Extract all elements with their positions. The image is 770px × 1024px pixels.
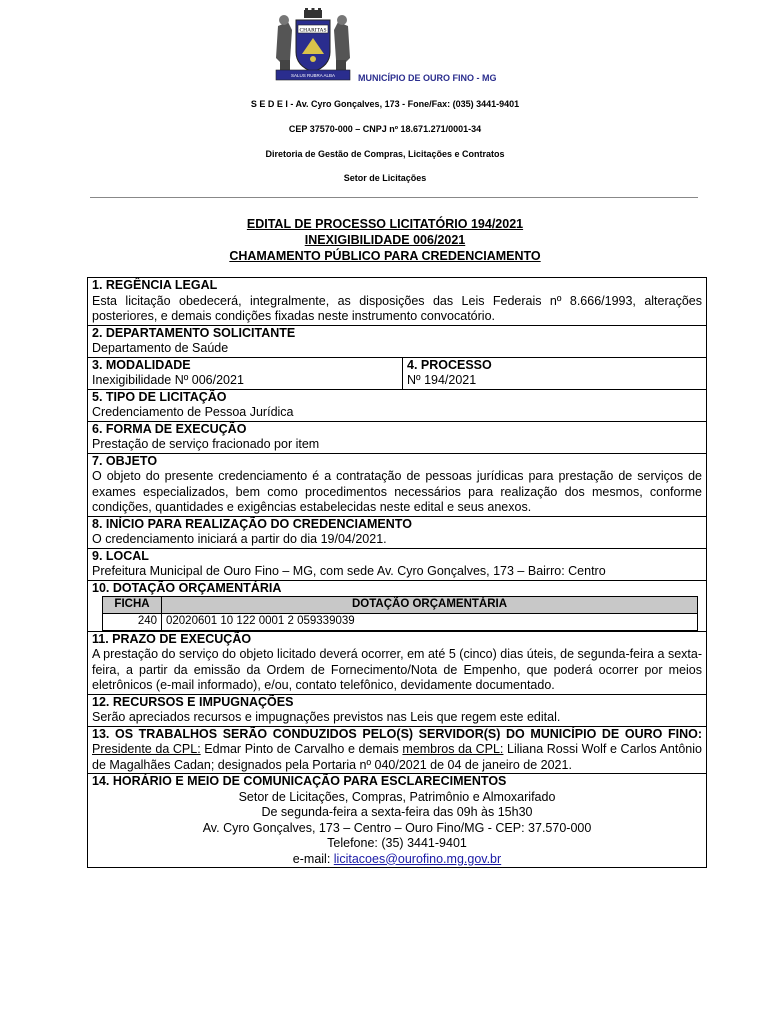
section-tipo-licitacao: [88, 390, 706, 422]
section-title: 11. PRAZO DE EXECUÇÃO: [92, 631, 252, 646]
section-text: Nº 194/2021: [407, 373, 477, 387]
section-title: 14. HORÁRIO E MEIO DE COMUNICAÇÃO PARA ESCLARECIMENTOS: [92, 774, 507, 788]
contact-address: Av. Cyro Gonçalves, 173 – Centro – Ouro Fino/MG - CEP: 37.570-000: [202, 820, 592, 835]
row-modalidade-processo: [88, 358, 706, 390]
section-text: Serão apreciados recursos e impugnações previstos nas Leis que regem este edital.: [92, 710, 561, 724]
section-text: Inexigibilidade Nº 006/2021: [92, 373, 244, 387]
email-link[interactable]: licitacoes@ourofino.mg.gov.br: [333, 851, 502, 866]
section-text: Esta licitação obedecerá, integralmente, as disposições das Leis Federais nº 8.666/1993, alterações posteriores, e demais condições fixadas neste instrumento convocatório.: [92, 293, 702, 323]
contact-sector: Setor de Licitações, Compras, Patrimônio e Almoxarifado: [238, 789, 556, 804]
cell-dotacao: 02020601 10 122 0001 2 059339039: [162, 614, 698, 631]
section-title: 6. FORMA DE EXECUÇÃO: [92, 421, 247, 436]
section-title: 5. TIPO DE LICITAÇÃO: [92, 389, 227, 404]
section-recursos: [88, 695, 706, 727]
crest-banner: CHARITAS: [299, 27, 327, 34]
section-modalidade: [88, 358, 403, 389]
address-line: S E D E I - Av. Cyro Gonçalves, 173 - Fone/Fax: (035) 3441-9401: [250, 99, 520, 109]
section-departamento: [88, 326, 706, 358]
section-forma-execucao: [88, 422, 706, 454]
section-title: 10. DOTAÇÃO ORÇAMENTÁRIA: [92, 580, 282, 595]
section-title: 4. PROCESSO: [407, 357, 492, 372]
section-inicio-credenciamento: [88, 517, 706, 549]
section-local: [88, 549, 706, 581]
contact-email-line: [92, 852, 702, 868]
title-chamamento: CHAMAMENTO PÚBLICO PARA CREDENCIAMENTO: [229, 249, 541, 263]
section-text: Credenciamento de Pessoa Jurídica: [92, 405, 294, 419]
contact-phone: Telefone: (35) 3441-9401: [327, 836, 467, 850]
section-trabalhos: [88, 727, 706, 775]
sector-line: Setor de Licitações: [343, 173, 427, 183]
section-horario-comunicacao: [88, 774, 706, 867]
dotacao-table: [102, 596, 698, 631]
table-header-row: [103, 597, 698, 614]
directorate-line: Diretoria de Gestão de Compras, Licitações e Contratos: [265, 149, 505, 159]
section-prazo-execucao: [88, 632, 706, 695]
section-text: Prestação de serviço fracionado por item: [92, 437, 320, 451]
header-divider: [90, 197, 698, 198]
section-text: Prefeitura Municipal de Ouro Fino – MG, com sede Av. Cyro Gonçalves, 173 – Bairro: Centro: [92, 564, 606, 578]
email-label: e-mail:: [292, 851, 334, 866]
cell-ficha: 240: [103, 614, 162, 631]
section-regencia-legal: [88, 278, 706, 326]
members-text: Liliana Rossi Wolf e Carlos Antônio de Magalhães Cadan; designados pela Portaria nº 040/2021 de 04 de janeiro de 2021.: [92, 742, 702, 772]
section-text: O credenciamento iniciará a partir do dia 19/04/2021.: [92, 532, 387, 546]
edital-summary-form: [87, 277, 707, 868]
document-title-block: [0, 216, 770, 264]
section-title: 12. RECURSOS E IMPUGNAÇÕES: [92, 694, 294, 709]
president-label: Presidente da CPL:: [92, 742, 201, 756]
title-inexigibilidade: INEXIGIBILIDADE 006/2021: [304, 233, 466, 247]
section-title: 9. LOCAL: [92, 548, 149, 563]
section-text: Departamento de Saúde: [92, 341, 229, 355]
cep-cnpj-line: CEP 37570-000 – CNPJ nº 18.671.271/0001-34: [288, 124, 482, 134]
members-label: membros da CPL:: [402, 742, 504, 756]
president-text: Edmar Pinto de Carvalho e demais: [200, 742, 403, 756]
section-title: 1. REGÊNCIA LEGAL: [92, 278, 218, 292]
column-header-dotacao: DOTAÇÃO ORÇAMENTÁRIA: [162, 597, 698, 614]
section-processo: [403, 358, 706, 389]
section-text: O objeto do presente credenciamento é a contratação de pessoas jurídicas para prestação de serviços de exames especializados, bem como procedimentos necessários para realização dos mesmos, conforme condições, quantidades e exigências estabelecidas neste edital e seus anexos.: [92, 469, 702, 514]
section-text: A prestação do serviço do objeto licitado deverá ocorrer, em até 5 (cinco) dias úteis, de segunda-feira a sexta-feira, a partir da emissão da Ordem de Fornecimento/Nota de Empenho, que poderá ocorrer por meios eletrônicos (e-mail informado), e/ou, contato telefônico, devidamente documentado.: [92, 647, 702, 692]
section-title: 3. MODALIDADE: [92, 357, 191, 372]
contact-hours: De segunda-feira a sexta-feira das 09h às 15h30: [261, 805, 533, 819]
municipal-crest-icon: [272, 8, 354, 82]
section-dotacao: [88, 581, 706, 632]
section-objeto: [88, 454, 706, 517]
table-row: [103, 614, 698, 631]
section-title: 7. OBJETO: [92, 453, 158, 468]
section-title: 13. OS TRABALHOS SERÃO CONDUZIDOS PELO(S) SERVIDOR(S) DO MUNICÍPIO DE OURO FINO:: [92, 726, 702, 741]
section-title: 8. INÍCIO PARA REALIZAÇÃO DO CREDENCIAMENTO: [92, 516, 412, 531]
section-title: 2. DEPARTAMENTO SOLICITANTE: [92, 325, 296, 340]
municipality-name: MUNICÍPIO DE OURO FINO - MG: [358, 73, 497, 83]
title-edital: EDITAL DE PROCESSO LICITATÓRIO 194/2021: [246, 217, 524, 231]
crest-motto: SALUS RUBRA ALBA: [290, 73, 336, 78]
column-header-ficha: FICHA: [103, 597, 162, 614]
